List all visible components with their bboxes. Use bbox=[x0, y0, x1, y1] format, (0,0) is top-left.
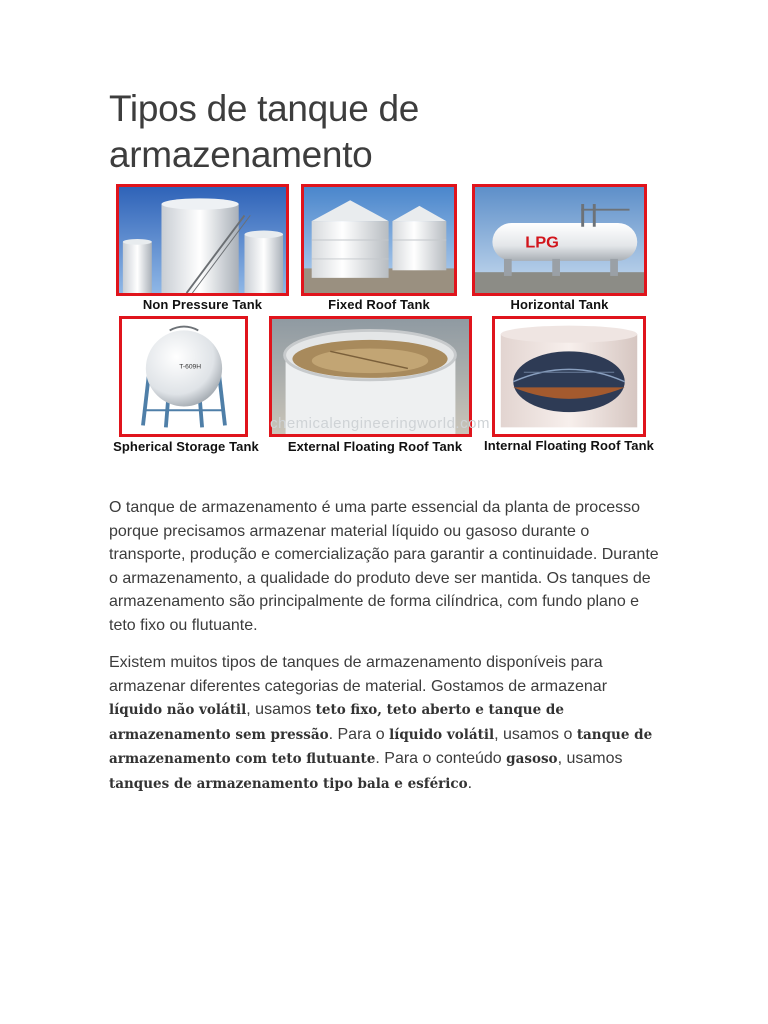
caption-horizontal-tank: Horizontal Tank bbox=[510, 297, 609, 312]
text-segment: , usamos bbox=[246, 701, 316, 718]
bold-term: teto fixo, teto aberto e tanque de armazenamento sem pressão bbox=[109, 702, 564, 743]
lpg-label: LPG bbox=[525, 233, 559, 252]
text-segment: . bbox=[467, 774, 473, 792]
text-segment: . Para o conteúdo bbox=[375, 750, 507, 767]
tank-types-figure bbox=[0, 0, 768, 470]
photo-fixed-roof-tank bbox=[301, 184, 457, 296]
photo-spherical-storage-tank bbox=[119, 316, 248, 437]
bold-term: tanques de armazenamento tipo bala e esférico bbox=[109, 775, 468, 792]
caption-fixed-roof-tank: Fixed Roof Tank bbox=[328, 297, 430, 312]
caption-internal-floating-roof-tank: Internal Floating Roof Tank bbox=[483, 438, 654, 453]
page-title: Tipos de tanque de armazenamento bbox=[109, 88, 420, 175]
paragraph-tank-types bbox=[109, 651, 659, 796]
caption-non-pressure-tank: Non Pressure Tank bbox=[142, 297, 263, 312]
bold-term: líquido não volátil bbox=[109, 702, 247, 718]
paragraph-intro: O tanque de armazenamento é uma parte essencial da planta de processo porque precisamos armazenar material líquido ou gasoso durante o transporte, produção e comercialização para garantir a continuidade. Durante o armazenamento, a qualidade do produto deve ser mantida. Os tanques de armazenamento são principalmente de forma cilíndrica, com fundo plano e teto fixo ou flutuante. bbox=[109, 499, 659, 634]
bold-term: tanque de armazenamento com teto flutuante bbox=[109, 726, 653, 767]
bold-term: líquido volátil bbox=[389, 726, 495, 743]
bold-term: gasoso bbox=[506, 751, 558, 767]
photo-horizontal-tank bbox=[472, 184, 647, 296]
photo-non-pressure-tank bbox=[116, 184, 289, 296]
text-segment: , usamos o bbox=[494, 725, 577, 743]
caption-spherical-storage-tank: Spherical Storage Tank bbox=[113, 439, 259, 454]
sphere-label: T-609H bbox=[179, 363, 202, 371]
image-watermark: chemicalengineeringworld.com bbox=[270, 415, 490, 432]
caption-external-floating-roof-tank: External Floating Roof Tank bbox=[287, 439, 463, 454]
text-segment: Existem muitos tipos de tanques de armazenamento disponíveis para armazenar diferentes categorias de material. Gostamos de armazenar bbox=[109, 654, 608, 695]
photo-internal-floating-roof-tank bbox=[492, 316, 646, 437]
text-segment: . Para o bbox=[328, 725, 390, 743]
text-segment: , usamos bbox=[557, 750, 623, 767]
